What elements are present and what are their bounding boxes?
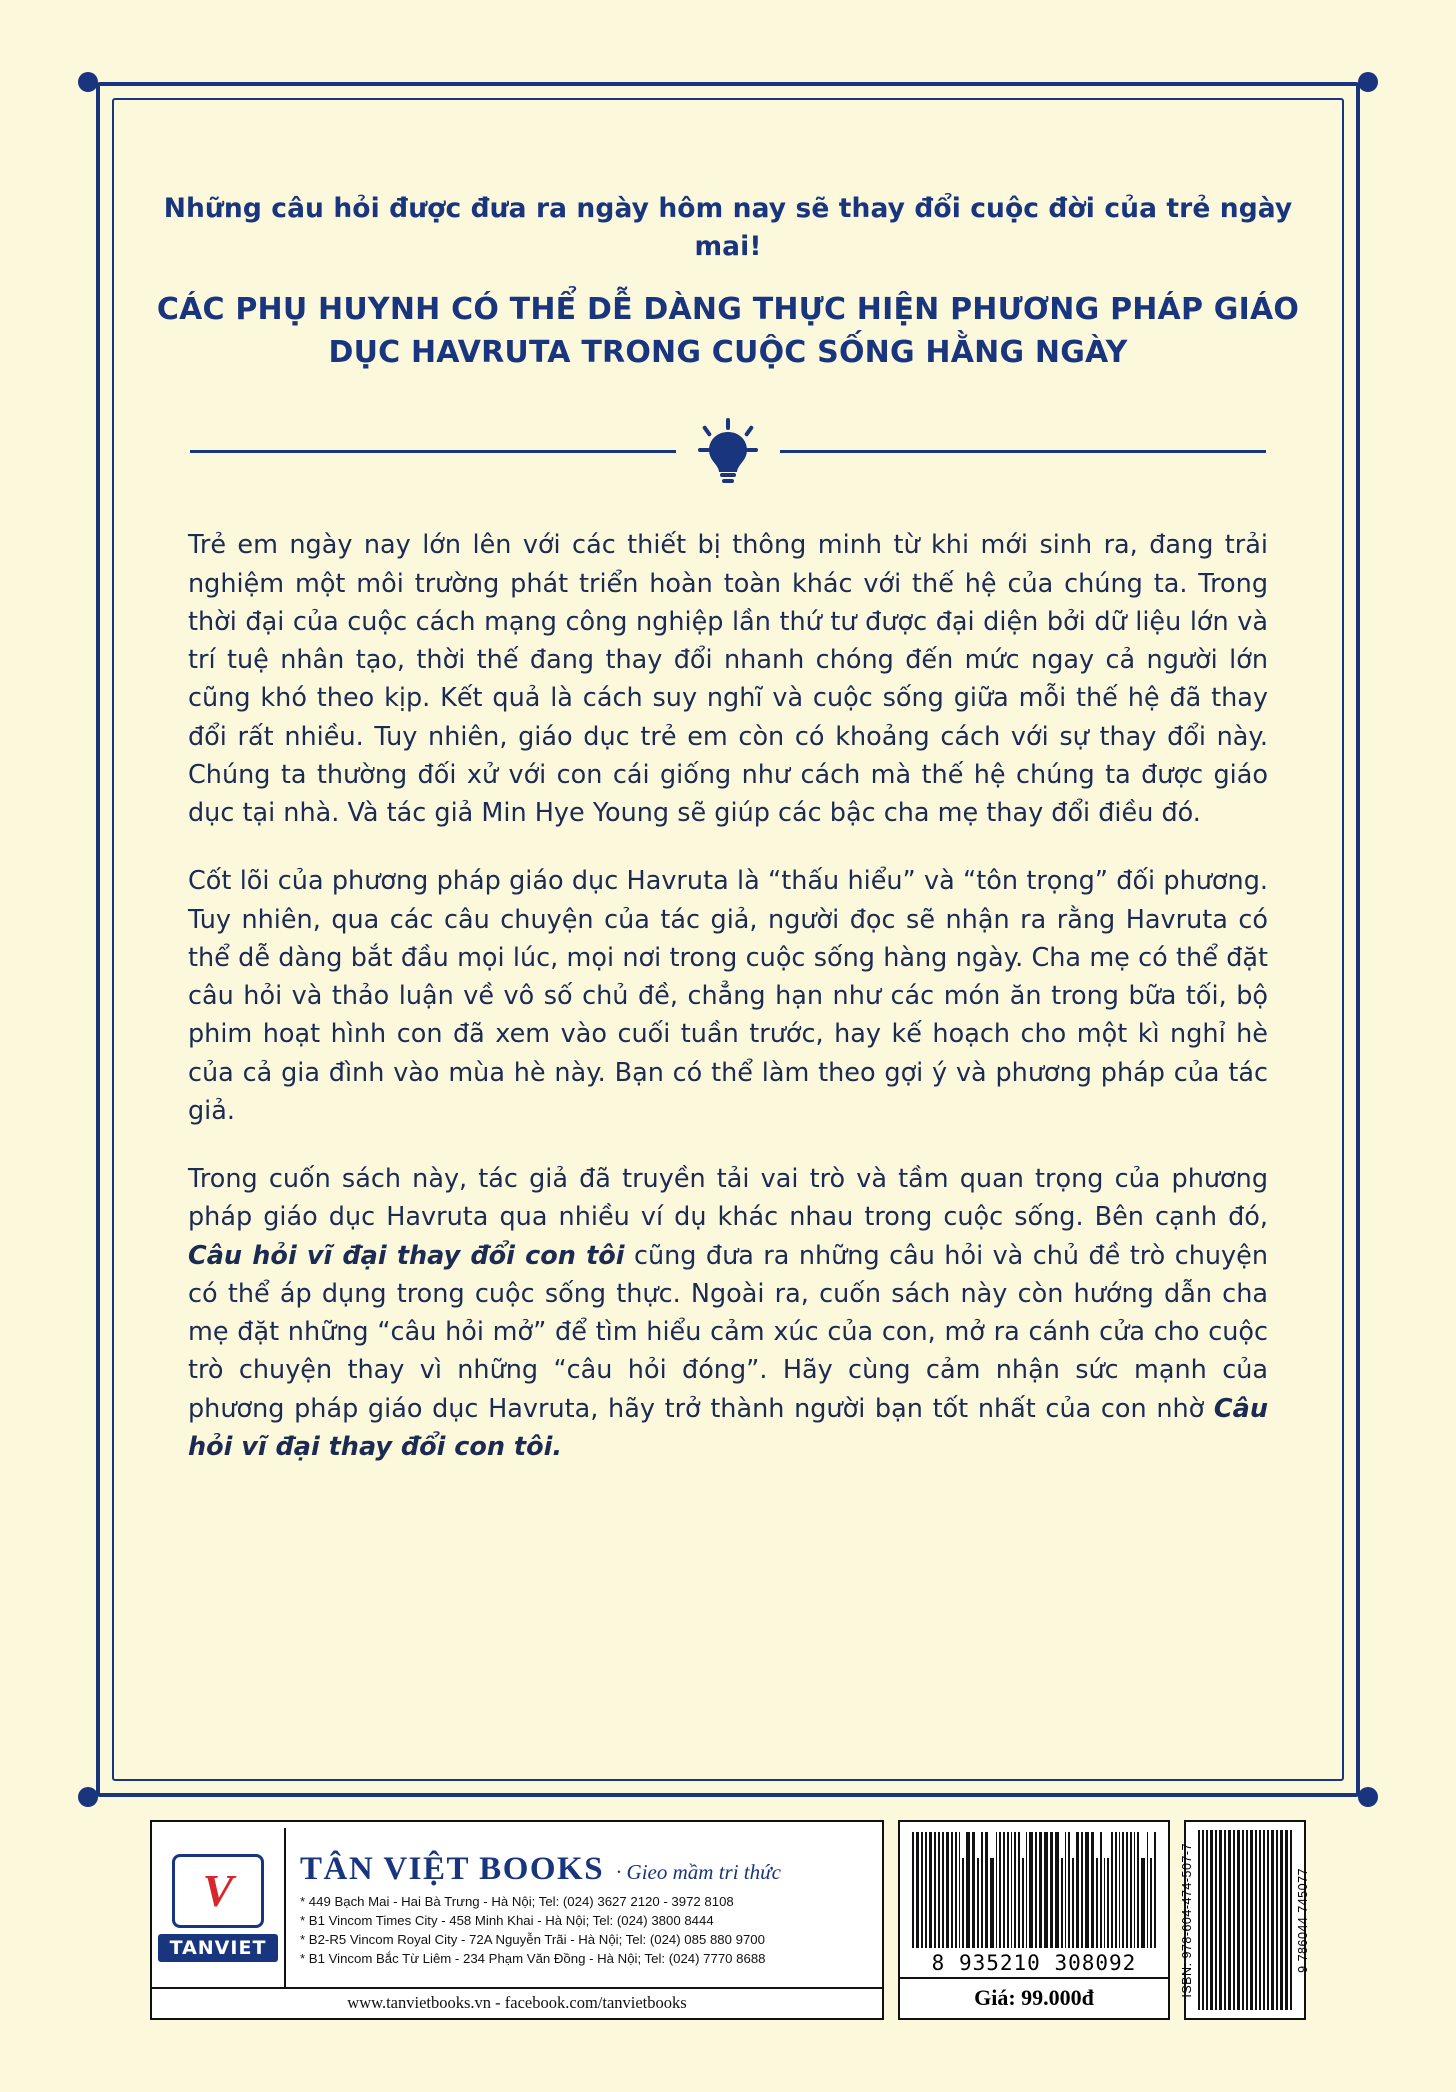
publisher-website[interactable]: www.tanvietbooks.vn - facebook.com/tanvietbooks <box>152 1987 882 2018</box>
publisher-main <box>152 1822 882 1987</box>
section-divider <box>190 418 1266 484</box>
address-line: * B1 Vincom Bắc Từ Liêm - 234 Phạm Văn Đồng - Hà Nội; Tel: (024) 7770 8688 <box>300 1951 766 1967</box>
paragraph-1: Trẻ em ngày nay lớn lên với các thiết bị thông minh từ khi mới sinh ra, đang trải nghiệm một môi trường phát triển hoàn toàn khác với thế hệ của chúng ta. Trong thời đại của cuộc cách mạng công nghiệp lần thứ tư được đại diện bởi dữ liệu lớn và trí tuệ nhân tạo, thời thế đang thay đổi nhanh chóng đến mức ngay cả người lớn cũng khó theo kịp. Kết quả là cách suy nghĩ và cuộc sống giữa mỗi thế hệ đã thay đổi rất nhiều. Tuy nhiên, giáo dục trẻ em còn có khoảng cách với sự thay đổi này. Chúng ta thường đối xử với con cái giống như cách mà thế hệ chúng ta được giáo dục tại nhà. Và tác giả Min Hye Young sẽ giúp các bậc cha mẹ thay đổi điều đó. <box>188 530 1268 829</box>
lightbulb-icon <box>698 418 758 484</box>
tanviet-logo-icon: V <box>172 1854 264 1928</box>
book-title-mention-1: Câu hỏi vĩ đại thay đổi con tôi <box>188 1240 625 1271</box>
publisher-logo <box>152 1828 286 1987</box>
publisher-title-row <box>300 1851 872 1888</box>
isbn-block <box>1180 1820 1310 2020</box>
paragraph-3-part-2: cũng đưa ra những câu hỏi và chủ đề trò chuyện có thể áp dụng trong cuộc sống thực. Ngoài ra, cuốn sách này còn hướng dẫn cha mẹ đặt những “câu hỏi mở” để tìm hiểu cảm xúc của con, mở ra cánh cửa cho cuộc trò chuyện thay vì những “câu hỏi đóng”. Hãy cùng cảm nhận sức mạnh của phương pháp giáo dục Havruta, hãy trở thành người bạn tốt nhất của con nhờ <box>188 1240 1268 1424</box>
publisher-slogan: · Gieo mầm tri thức <box>616 1859 781 1884</box>
address-line: * 449 Bạch Mai - Hai Bà Trưng - Hà Nội; Tel: (024) 3627 2120 - 3972 8108 <box>300 1893 734 1909</box>
isbn-text: ISBN: 978-604-474-507-7 <box>1180 1842 1194 1998</box>
corner-dot-top-left <box>78 72 98 92</box>
footer-band <box>150 1820 1310 2020</box>
barcode-number: 8 935210 308092 <box>931 1951 1137 1975</box>
divider-line-right <box>780 450 1266 453</box>
corner-dot-bottom-left <box>78 1787 98 1807</box>
book-title-mention-2: Câu hỏi vĩ đại thay đổi con tôi. <box>188 1393 1268 1462</box>
ean-barcode-icon <box>900 1822 1168 1950</box>
headline-text: CÁC PHỤ HUYNH CÓ THỂ DỄ DÀNG THỰC HIỆN PHƯƠNG PHÁP GIÁO DỤC HAVRUTA TRONG CUỘC SỐNG HẰNG NGÀY <box>156 292 1300 370</box>
isbn-side-number: 9 786044 745077 <box>1296 1867 1310 1973</box>
publisher-info <box>286 1847 882 1969</box>
price-label: Giá: 99.000đ <box>900 1977 1168 2018</box>
paragraph-2: Cốt lõi của phương pháp giáo dục Havruta là “thấu hiểu” và “tôn trọng” đối phương. Tuy nhiên, qua các câu chuyện của tác giả, người đọc sẽ nhận ra rằng Havruta có thể dễ dàng bắt đầu mọi lúc, mọi nơi trong cuộc sống hàng ngày. Cha mẹ có thể đặt câu hỏi và thảo luận về vô số chủ đề, chẳng hạn như các món ăn trong bữa tối, bộ phim hoạt hình con đã xem vào cuối tuần trước, hay kế hoạch cho một kì nghỉ hè của cả gia đình vào mùa hè này. Bạn có thể làm theo gợi ý và phương pháp của tác giả. <box>188 866 1268 1126</box>
kicker-text: Những câu hỏi được đưa ra ngày hôm nay sẽ thay đổi cuộc đời của trẻ ngày mai! <box>163 193 1293 262</box>
description-body <box>150 526 1306 1466</box>
address-list <box>300 1892 872 1969</box>
publisher-name: TÂN VIỆT BOOKS <box>300 1850 605 1887</box>
address-line: * B2-R5 Vincom Royal City - 72A Nguyễn Trãi - Hà Nội; Tel: (024) 085 880 9700 <box>300 1932 765 1947</box>
barcode-block <box>898 1820 1170 2020</box>
corner-dot-bottom-right <box>1358 1787 1378 1807</box>
logo-wordmark: TANVIET <box>158 1934 279 1962</box>
publisher-block <box>150 1820 884 2020</box>
cover-content <box>150 150 1306 1466</box>
paragraph-3 <box>188 1160 1268 1466</box>
address-line: * B1 Vincom Times City - 458 Minh Khai - Hà Nội; Tel: (024) 3800 8444 <box>300 1912 714 1928</box>
paragraph-3-part-1: Trong cuốn sách này, tác giả đã truyền tải vai trò và tầm quan trọng của phương pháp giáo dục Havruta qua nhiều ví dụ khác nhau trong cuộc sống. Bên cạnh đó, <box>188 1164 1268 1233</box>
divider-line-left <box>190 450 676 453</box>
corner-dot-top-right <box>1358 72 1378 92</box>
isbn-barcode-icon <box>1198 1830 1292 2010</box>
